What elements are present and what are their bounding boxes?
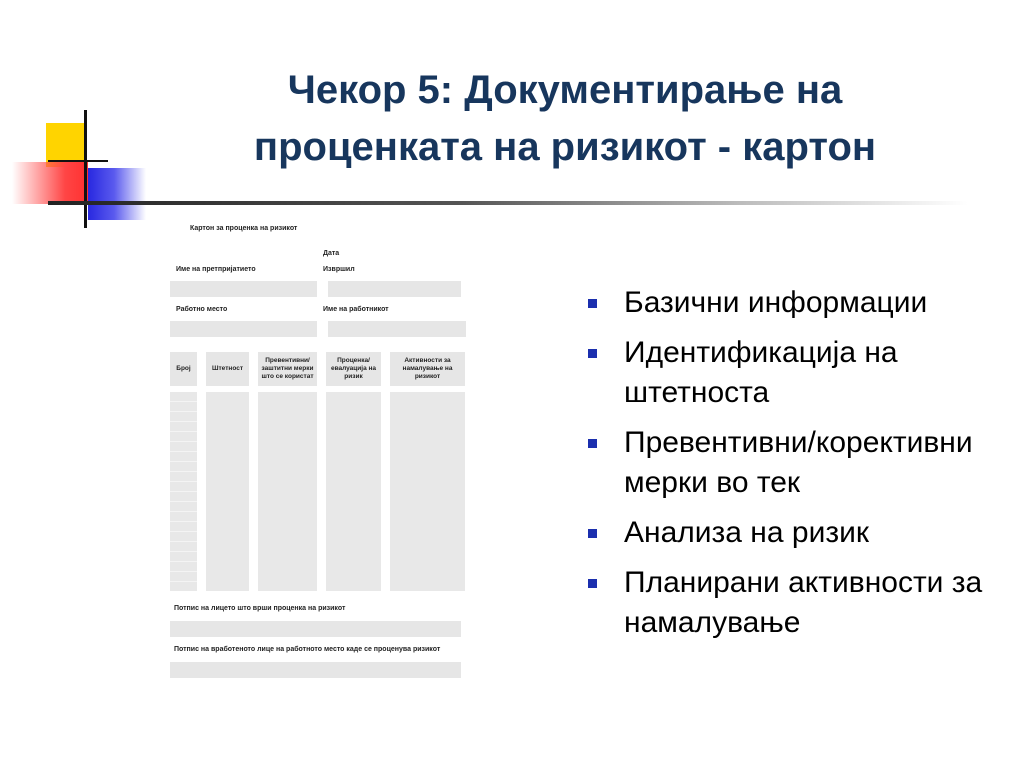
decor-vertical-line <box>84 110 87 228</box>
form-title: Картон за проценка на ризикот <box>190 225 298 232</box>
form-worker-label: Име на работникот <box>323 306 389 313</box>
bullet-list <box>588 283 1008 653</box>
form-signature-assessor-label: Потпис на лицето што врши проценка на ризикот <box>174 605 346 612</box>
bullet-item <box>588 513 1008 553</box>
form-company-label: Име на претпријатието <box>176 266 256 273</box>
bullet-square-icon <box>588 529 597 538</box>
bullet-text: Анализа на ризик <box>624 516 869 549</box>
form-column-header-number: Број <box>170 352 197 386</box>
form-signature-assessor-field <box>170 621 461 637</box>
form-column-header-evaluation: Проценка/ евалуација на ризик <box>326 352 381 386</box>
form-column-header-activities: Активности за намалување на ризикот <box>390 352 465 386</box>
slide-title-line-2: проценката на ризикот - картон <box>253 125 877 169</box>
bullet-item <box>588 563 1008 643</box>
decor-horizontal-line <box>48 160 108 162</box>
decor-red-gradient <box>12 162 88 204</box>
bullet-text: Базични информации <box>624 286 928 319</box>
form-worker-field <box>328 321 466 337</box>
form-performed-label: Извршил <box>323 266 355 273</box>
bullet-square-icon <box>588 299 597 308</box>
bullet-item <box>588 283 1008 323</box>
bullet-item <box>588 333 1008 413</box>
form-signature-worker-label: Потпис на вработеното лице на работното место каде се проценува ризикот <box>174 646 441 653</box>
title-underline <box>48 201 968 205</box>
form-performed-field <box>328 281 461 297</box>
form-column-activities <box>390 392 465 591</box>
bullet-text: Превентивни/корективни мерки во тек <box>624 426 973 499</box>
slide-title-line-1: Чекор 5: Документирање на <box>287 68 843 112</box>
bullet-text: Идентификација на штетноста <box>624 336 898 409</box>
bullet-text: Планирани активности за намалување <box>624 566 983 639</box>
decor-blue-gradient <box>88 168 146 220</box>
slide-title <box>150 62 980 176</box>
form-date-label: Дата <box>323 250 340 257</box>
form-workplace-label: Работно место <box>176 306 228 313</box>
form-column-number <box>170 392 197 591</box>
bullet-item <box>588 423 1008 503</box>
bullet-square-icon <box>588 579 597 588</box>
bullet-square-icon <box>588 439 597 448</box>
form-signature-worker-field <box>170 662 461 678</box>
bullet-square-icon <box>588 349 597 358</box>
form-column-measures <box>258 392 317 591</box>
form-column-header-hazard: Штетност <box>206 352 249 386</box>
form-workplace-field <box>170 321 317 337</box>
form-column-header-measures: Превентивни/ заштитни мерки што се користат <box>258 352 317 386</box>
form-column-evaluation <box>326 392 381 591</box>
form-column-hazard <box>206 392 249 591</box>
form-company-field <box>170 281 317 297</box>
risk-assessment-form-image <box>168 220 468 682</box>
